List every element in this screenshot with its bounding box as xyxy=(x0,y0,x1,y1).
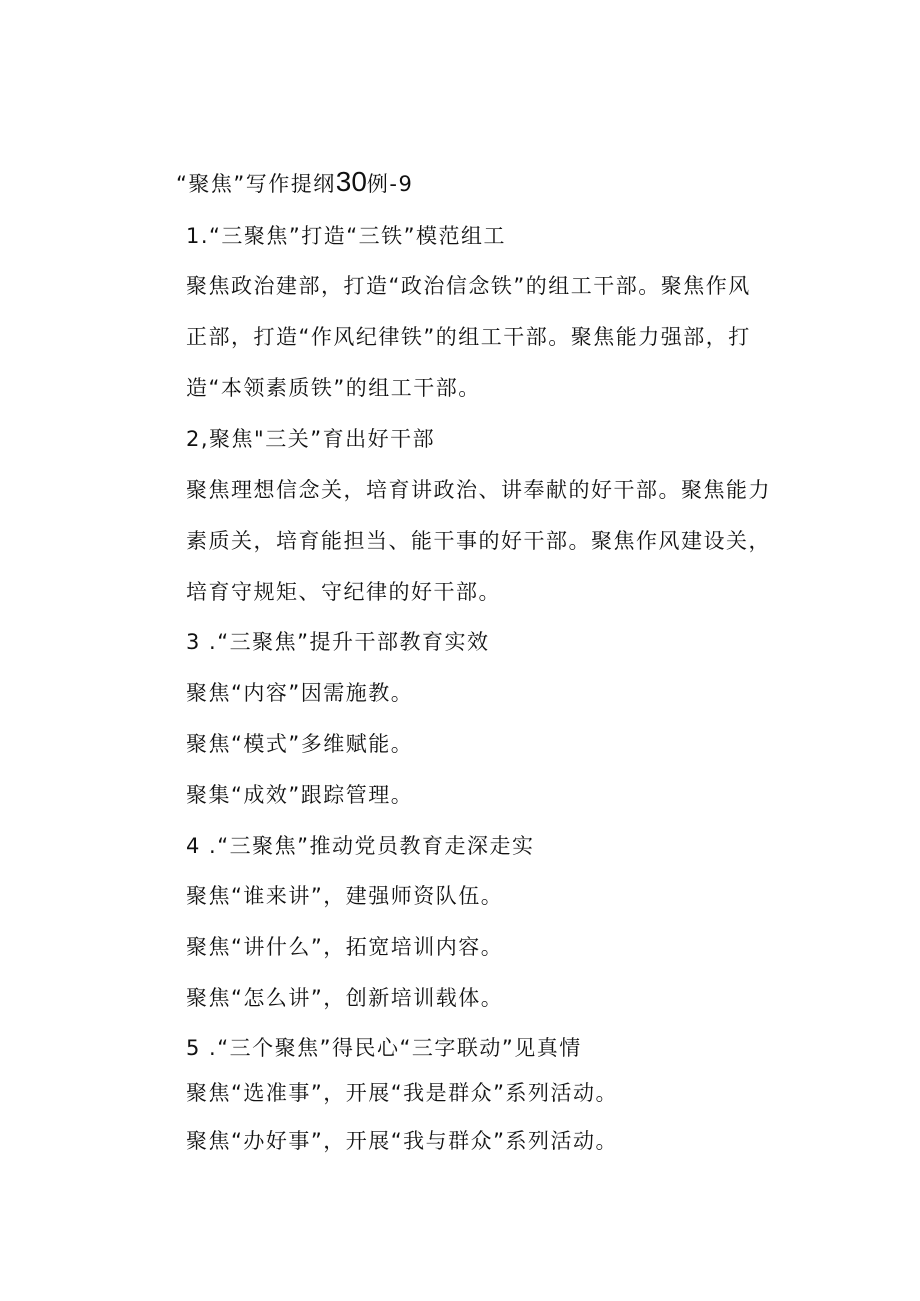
section-heading-3: 3 .“三聚焦”提升干部教育实效 xyxy=(186,630,490,654)
paragraph-line: 造“本领素质铁”的组工干部。 xyxy=(186,376,481,400)
paragraph-line: 聚焦“选准事”，开展“我是群众”系列活动。 xyxy=(186,1081,619,1105)
paragraph-line: 聚焦“讲什么”，拓宽培训内容。 xyxy=(186,935,504,959)
paragraph-line: 聚集“成效”跟踪管理。 xyxy=(186,783,414,807)
paragraph-line: 聚焦“怎么讲”，创新培训载体。 xyxy=(186,986,504,1010)
paragraph-line: 聚焦“办好事”，开展“我与群众”系列活动。 xyxy=(186,1129,619,1153)
paragraph-line: 聚焦理想信念关，培育讲政治、讲奉献的好干部。聚焦能力 xyxy=(186,478,771,502)
title-number: 30 xyxy=(335,166,367,197)
paragraph-line: 聚焦“内容”因需施教。 xyxy=(186,681,414,705)
paragraph-line: 正部，打造“作风纪律铁”的组工干部。聚焦能力强部，打 xyxy=(186,325,751,349)
section-heading-1: 1.“三聚焦”打造“三铁”模范组工 xyxy=(186,224,507,248)
section-heading-4: 4 .“三聚焦”推动党员教育走深走实 xyxy=(186,834,535,858)
section-heading-5: 5 .“三个聚焦”得民心“三字联动”见真情 xyxy=(186,1036,582,1060)
title-suffix: 例-9 xyxy=(366,172,414,196)
paragraph-line: 培育守规矩、守纪律的好干部。 xyxy=(186,580,501,604)
paragraph-line: 聚焦政治建部，打造“政治信念铁”的组工干部。聚焦作风 xyxy=(186,274,751,298)
paragraph-line: 聚焦“模式”多维赋能。 xyxy=(186,732,414,756)
paragraph-line: 素质关，培育能担当、能干事的好干部。聚焦作风建设关， xyxy=(186,529,771,553)
paragraph-line: 聚焦“谁来讲”，建强师资队伍。 xyxy=(186,884,504,908)
title-prefix: “聚焦”写作提纲 xyxy=(176,172,336,196)
document-title xyxy=(176,168,413,198)
section-heading-2: 2,聚焦"三关”育出好干部 xyxy=(186,427,436,451)
